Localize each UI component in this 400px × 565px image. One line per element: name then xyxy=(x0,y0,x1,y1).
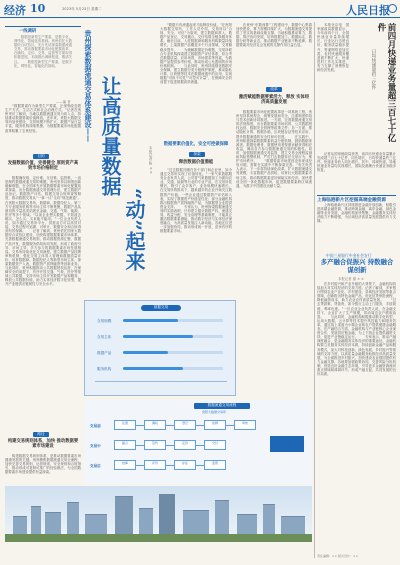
news-title-2: 上海临港新片区挖掘高端金融资源 xyxy=(317,195,396,203)
page-number: 10 xyxy=(30,2,46,15)
news-title-3: 多产融合促振兴 持数融合谋创新 xyxy=(320,258,394,274)
flow-arrow xyxy=(166,445,174,446)
flow-row-label: 交易中 xyxy=(90,444,101,448)
flow-node: 注册 xyxy=(114,420,136,430)
section-label-explore: 探索 xyxy=(189,152,205,157)
flow-arrow xyxy=(166,465,174,466)
mid-body-1: “数据只有流通起来才能释放价值。”在贵阳大数据交易所，工作人员介绍，交易所以“合规、安全、可信”为原则，建立数据商准入、数据产品登记、交易撮合、交付结算全链条服务体系。截至目前，入驻数据商和服务机构数量持续增长，上架数据产品覆盖多个行业领域，交易额稳步提升。 为破解数据定价难题，交易所联合专业机构探索建立数据资产评估体系，综合考虑数据质量、应用场景、市场需求等因素，为数据产品提供参考价格，推动形成公允透明的市场价格机制。 与此同时，贵州持续强化数据安全保障，建立数据分类分级保护制度，推动隐私计算、区块链等技术在数据流通中的应用，实现数据“可用不可见”“可控可计量”，在保障安全的前提下促进数据高效流通。 xyxy=(160,23,232,85)
far-right-body-2: 记者从国家邮政局获悉，前四月快递业务量累计完成超三百七十亿件，同比增长，日均快递量约三亿件。快递业务收入同比增长。其中，同城快递、异地快递业务量均实现增长，国际及港澳台快递业务稳步恢复。 xyxy=(317,152,396,173)
right-body-1: 在贵州“东数西算”工程建设中，数据中心集群加快建设，算力规模持续扩大，为数据流通交易提供了坚实的基础设施支撑。当地积极推动算力、数据、算法协同发展，培育数据加工、数据标注、数据分析等新业态，推动数据产业链条不断延伸，数据要素对经济社会发展的支撑作用日益凸显。 xyxy=(236,23,312,48)
flow-node: 监管 xyxy=(204,460,226,470)
flow-node: 确权 xyxy=(144,420,166,430)
infographic-row-label: 交易主体 xyxy=(97,335,112,339)
flow-row-label: 交易后 xyxy=(90,464,101,468)
flow-hub-node xyxy=(270,436,304,452)
flow-row-label: 交易前 xyxy=(90,424,101,428)
left-body-3: 构建数据交易规则体系，是推动数据要素市场健康发展的关键。贵州聚焦数据流通交易全流程，加快完善交易规则、运营规则、安全规则和合规指引，推动形成可复制可推广的经验做法，为全国数据要素市场建设提供有益探索。 xyxy=(5,454,81,475)
flow-arrow xyxy=(166,425,174,426)
right-body-2: 数据要素市场化配置改革是一项系统工程。贵州坚持系统观念，统筹发展和安全，注重制度供给与技术创新协同推进。一方面，完善数据流通交易的法规制度，出台数据要素市场培育、公共数据授权运营、数据安全管理等政策文件；另一方面，推动隐私计算、数据沙箱、区块链存证等技术应用，提升数据流通的安全性和可信度。 在实践中，贵州积极探索数据要素收益分配机制，鼓励数据来源者、数据处理者、数据使用者按照贡献获得相应收益，调动各方参与数据流通交易的积极性。同时，加强数据流通交易监管，建立交易全流程监测和风险预警机制，严厉打击数据非法交易行为，维护市场秩序。 “数据要素市场建设没有现成经验可循，需要在实践中不断探索完善。”有关负责人表示，下一步将持续深化改革，扩大数据流通交易规模，丰富数据产品供给，培育壮大数据要素市场主体，推动数据要素更好赋能实体经济。加快建设全国一体化数据市场，促进数据要素跨区域流通，为数字中国建设贡献力量。 xyxy=(236,110,312,188)
news-byline-3: 本报记者 谢 × × xyxy=(338,277,364,281)
flow-arrow xyxy=(136,465,144,466)
flow-title: 数据流通交易流程 xyxy=(194,403,250,409)
infographic-progress xyxy=(123,367,223,370)
lead-byline: 本报记者 陈 ×× xyxy=(149,146,153,175)
flow-node: 评价 xyxy=(144,460,166,470)
flow-node: 挂牌 xyxy=(204,420,226,430)
intro-sign: ——编 者 xyxy=(56,100,71,104)
intro-text: 数据是新型生产要素，是数字化、网络化、智能化的基础。贵州依托大数据综合试验区，先行先试探索数据流通交易，推动数据要素市场化配置改革，在确权、定价、交易、监管等方面取得积极进展。本版推出调研报道，敬请关注。 数据是新型生产要素，是数字化、网络化、智能化的基础。 xyxy=(14,35,72,68)
page-header xyxy=(0,0,400,18)
infographic-title: 数据交易 xyxy=(141,305,181,311)
city-photo xyxy=(5,486,312,542)
tag-label: 一线调研 xyxy=(19,29,37,34)
flow-arrow xyxy=(136,445,144,446)
flow-node: 审核 xyxy=(234,420,256,430)
flow-arrow xyxy=(196,445,204,446)
flow-node: 交付 xyxy=(204,440,226,450)
flow-node: 撮合 xyxy=(114,440,136,450)
news-kicker-3: 中国三星银行中金社会农行 xyxy=(326,253,372,258)
section-label-goal: 目的 xyxy=(33,154,49,159)
flow-node: 存证 xyxy=(174,460,196,470)
lead-title-line-2: “动”起来 xyxy=(122,188,146,272)
flow-node: 签约 xyxy=(144,440,166,450)
infographic-panel xyxy=(84,300,236,396)
flow-node: 定价 xyxy=(174,440,196,450)
infographic-row-label: 数据产品 xyxy=(97,351,112,355)
date-line: 2023年 5月23日 星期二 xyxy=(62,7,102,11)
infographic-progress-fill xyxy=(123,367,183,370)
infographic-progress-fill xyxy=(123,335,193,338)
section-label-path: 路径 xyxy=(33,432,49,437)
column-divider xyxy=(314,22,315,558)
left-body-2: 数据确权难、定价难、互信难、监管难，一直是制约数据流通交易的难题。贵州坚持以制度创新破解难题，在全国率先开展数据要素市场化配置改革探索，出台数据流通交易管理办法，建立数据产品登记、数据资产评估、数据交易合规审查等制度，推动数据交易从“一事一议”走向“规范流通”。在贵阳大数据交易所，数据商、数据经纪人、第三方专业服务机构等市场主体不断集聚，数据产品从最初的少量品类拓展至金融、交通、气象、能源、医疗等多个领域。“以前企业想买数据，不知道去哪买、怎么买、买来能不能用。”一位企业负责人说，如今通过交易所平台，供需双方可以高效对接，交易过程可追溯、可审计，数据安全和合规得到有效保障。 记者了解到，贵州依托国家大数据综合试验区建设，加快构建数据要素市场体系，完善数据流通交易规则，推动数据资源汇聚、数据产品开发、数据服务供给协同发展，形成了政府引导、市场主导、多方参与的数据要素市场发展格局。交易所持续优化交易流程，建立数据产品挂牌审核机制，强化交易主体准入管理和数据质量评价，培育数据商、数据经纪人等新型市场主体，探索数据资产入表、数据资产质押融资等创新业务。 与此同时，贵州积极推动公共数据授权运营，在保障安全的前提下，有序开放交通、气象、医疗等领域公共数据，支持市场主体开发数据产品和服务，释放公共数据价值，助力实体经济数字化转型，提升产业链供应链韧性与安全水平。 xyxy=(5,176,81,287)
flow-node: 结算 xyxy=(114,460,136,470)
infographic-row-label: 交易规模 xyxy=(97,319,112,323)
section-label-reform: 改革 xyxy=(266,87,282,92)
masthead: 人民日报 xyxy=(346,4,390,17)
page-footer: 责任编辑：×× 版式设计：×× xyxy=(317,554,359,558)
flow-arrow xyxy=(226,425,234,426)
section-headline-goal: 发掘数据价值，完善健全 原则资产高效市场价格制定 xyxy=(7,161,79,172)
section-headline-reform: 激活赋能数据要素活力，释放 实体经济高质量发展 xyxy=(238,95,310,106)
section-headline-path: 构建交易规则体系，加快 推动数据要素市场建设 xyxy=(7,439,79,450)
flow-arrow xyxy=(136,425,144,426)
infographic-progress-fill xyxy=(123,351,168,354)
far-right-body-4: 在乡村振兴和产业升级的大背景下，金融机构持续加大对实体经济的支持力度。记者了解到，多家银行围绕农业产业化、乡村建设、县域经济发展等重点领域，创新推出特色金融产品，优化信贷审批流程，降低融资成本，助力农业农村高质量发展。 “过去贷款难、贷款贵，如今银行主动上门服务，手续简便、利率优惠。”一位农业企业负责人说，在金融支持下，企业扩大了生产规模，带动周边农户增收致富。 与此同时，金融机构积极推动数字化转型，运用大数据、云计算等技术提升风控能力和服务效率，通过线上渠道为小微企业和农户提供便捷金融服务。在产融结合方面，金融机构与产业链核心企业深度合作，发展供应链金融，为上下游企业提供融资支持，促进产业链稳定运行。 专家表示，推动产融深度融合，是金融服务实体经济的重要途径。金融机构要立足服务实体经济本源，持续创新金融产品和服务模式，加大对科技创新、绿色发展、乡村振兴等领域的支持力度，以高质量金融服务助推经济高质量发展，为全面推进乡村振兴、加快建设农业强国提供有力金融支撑。各地要加强政策协同，完善风险分担机制，营造良好金融生态环境，引导更多金融资源流向重点领域和薄弱环节，形成产融互促、共同发展的良好局面。 xyxy=(317,282,396,377)
far-right-body-1: 本报北京电 国家邮政局数据显示，今年前四个月，全国快递业务量持续增长，行业运行态势良好，服务质量稳步提升，寄递网络更加完善，农村快递服务覆盖面不断扩大，快递进村工作扎实推进，有力支撑了消费恢复和经济发展。 xyxy=(317,23,349,73)
infographic-progress xyxy=(123,351,223,354)
infographic-progress-fill xyxy=(123,319,178,322)
infographic-progress xyxy=(123,335,223,338)
flow-arrow xyxy=(196,465,204,466)
flow-subtitle: 贵阳大数据交易所 xyxy=(202,410,227,414)
left-body-1: “数据要素作为新型生产要素，正深刻改变着生产方式、生活方式和社会治理方式。”记者在贵州采访了解到，当地以数据流通交易为切入点，持续推动数据要素价值释放。近年来，贵阳大数据交易所加快建设，交易规模不断扩大，数据产品日益丰富，服务机构持续集聚，为数据要素市场化配置改革积累了宝贵经验。 xyxy=(5,104,81,133)
flow-diagram xyxy=(84,400,312,484)
infographic-divider xyxy=(95,381,227,382)
foreground-trees xyxy=(5,534,312,542)
news-title-1: 前四月快递业务量超三百七十亿件 日均快递量约三亿件 xyxy=(371,23,396,142)
tag-banner xyxy=(5,26,81,32)
section-headline-explore: 释放数据价值潜能 xyxy=(178,160,214,165)
mid-subhead: 数据要素价值化，安全可控做保障 xyxy=(163,142,229,147)
section-name: 经济 xyxy=(4,4,26,17)
far-right-body-3: 上海临港新片区持续推进金融开放创新，积极引进高端金融资源，推动跨境金融、离岸金融、绿色金融等业务发展，金融机构加快集聚，金融服务实体经济能力不断增强，为区域经济高质量发展提供有力支撑。 xyxy=(317,203,396,224)
infographic-row-label: 服务机构 xyxy=(97,367,112,371)
mid-body-2: “过去数据沉睡在各个部门和企业里，如今通过交易所实现了价值转化。”一家气象数据服务企业负责人说，公司将气象数据加工为面向农业、交通、能源等行业的专业产品，在交易所挂牌后，吸引了众多客户，业务规模快速增长。 在交易所的推动下，越来越多的企业开始关注数据资产价值。一些企业通过数据资产评估和入表，实现了数据资产价值显性化；部分金融机构推出数据资产质押融资产品，为数据型企业提供资金支持。 专家认为，贵州探索数据流通交易的实践表明，只有建立健全数据产权、流通交易、收益分配、安全治理等基础制度，才能真正激活数据要素潜能，推动数字经济与实体经济深度融合，为高质量发展注入新动能。各地还应进一步加强协同，推动形成统一开放、竞争有序的数据要素市场。 xyxy=(160,168,232,234)
lead-kicker: 贵州探索数据流通交易体系建设—— xyxy=(84,30,93,142)
flow-node: 登记 xyxy=(174,420,196,430)
lead-title-line-1: 让高质量数据 xyxy=(98,76,122,196)
infographic-progress xyxy=(123,319,223,322)
flow-arrow xyxy=(196,425,204,426)
seal-icon xyxy=(388,4,397,13)
